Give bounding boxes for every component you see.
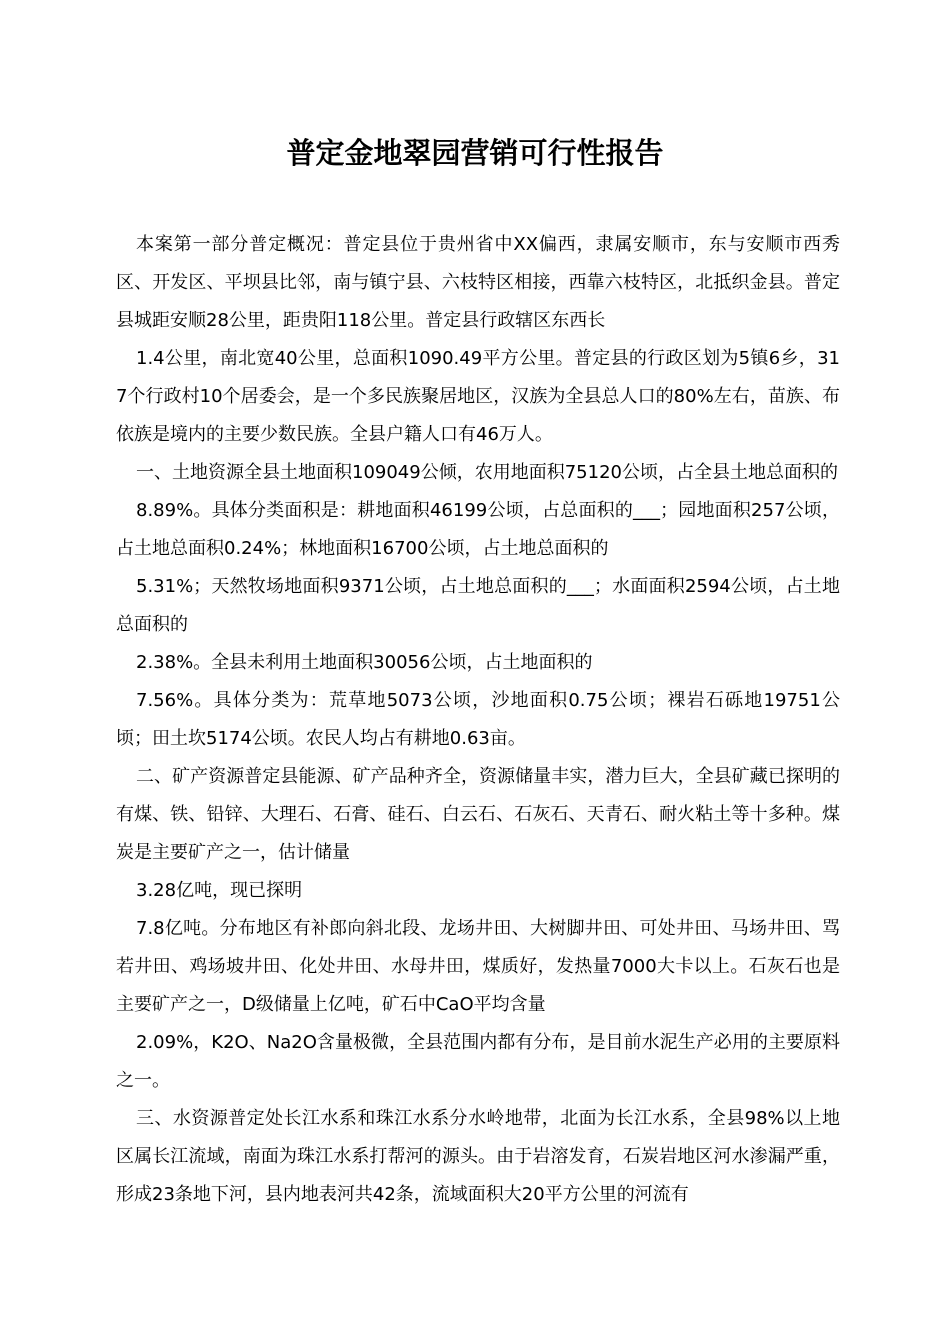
paragraph-area: 1.4公里，南北宽40公里，总面积1090.49平方公里。普定县的行政区划为5镇6乡，317个行政村10个居委会，是一个多民族聚居地区，汉族为全县总人口的80%左右，苗族、布依族是境内的主要少数民族。全县户籍人口有46万人。: [116, 348, 840, 445]
paragraph-unused-land: 2.38%。全县未利用土地面积30056公顷，占土地面积的: [136, 652, 593, 673]
paragraph-pasture: 5.31%；天然牧场地面积9371公顷，占土地总面积的___；水面面积2594公顷，占土地总面积的: [116, 576, 840, 635]
paragraph-mineral-resources: 二、矿产资源普定县能源、矿产品种齐全，资源储量丰实，潜力巨大，全县矿藏已探明的有煤、铁、铅锌、大理石、石膏、硅石、白云石、石灰石、天青石、耐火粘土等十多种。煤炭是主要矿产之一，估计储量: [116, 766, 840, 863]
paragraph-coal-distribution: 7.8亿吨。分布地区有补郎向斜北段、龙场井田、大树脚井田、可处井田、马场井田、骂若井田、鸡场坡井田、化处井田、水母井田，煤质好，发热量7000大卡以上。石灰石也是主要矿产之一，D级储量上亿吨，矿石中CaO平均含量: [116, 918, 840, 1015]
paragraph-land-resources: 一、土地资源全县土地面积109049公倾，农用地面积75120公顷，占全县土地总面积的: [136, 462, 838, 483]
paragraph-water-resources: 三、水资源普定处长江水系和珠江水系分水岭地带，北面为长江水系，全县98%以上地区属长江流域，南面为珠江水系打帮河的源头。由于岩溶发育，石炭岩地区河水渗漏严重，形成23条地下河，县内地表河共42条，流域面积大20平方公里的河流有: [116, 1108, 840, 1205]
document-title: 普定金地翠园营销可行性报告: [286, 136, 664, 170]
paragraph-coal-reserve: 3.28亿吨，现已探明: [136, 880, 303, 901]
document-body: [116, 226, 840, 1214]
paragraph-limestone: 2.09%，K2O、Na2O含量极微，全县范围内都有分布，是目前水泥生产必用的主要原料之一。: [116, 1032, 840, 1091]
paragraph-unused-classification: 7.56%。具体分类为：荒草地5073公顷，沙地面积0.75公顷；裸岩石砾地19751公顷；田土坎5174公顷。农民人均占有耕地0.63亩。: [116, 690, 840, 749]
paragraph-land-classification: 8.89%。具体分类面积是：耕地面积46199公顷，占总面积的___；园地面积257公顷，占土地总面积0.24%；林地面积16700公顷，占土地总面积的: [116, 500, 840, 559]
paragraph-overview: 本案第一部分普定概况：普定县位于贵州省中XX偏西，隶属安顺市，东与安顺市西秀区、开发区、平坝县比邻，南与镇宁县、六枝特区相接，西靠六枝特区，北抵织金县。普定县城距安顺28公里，距贵阳118公里。普定县行政辖区东西长: [116, 234, 840, 331]
